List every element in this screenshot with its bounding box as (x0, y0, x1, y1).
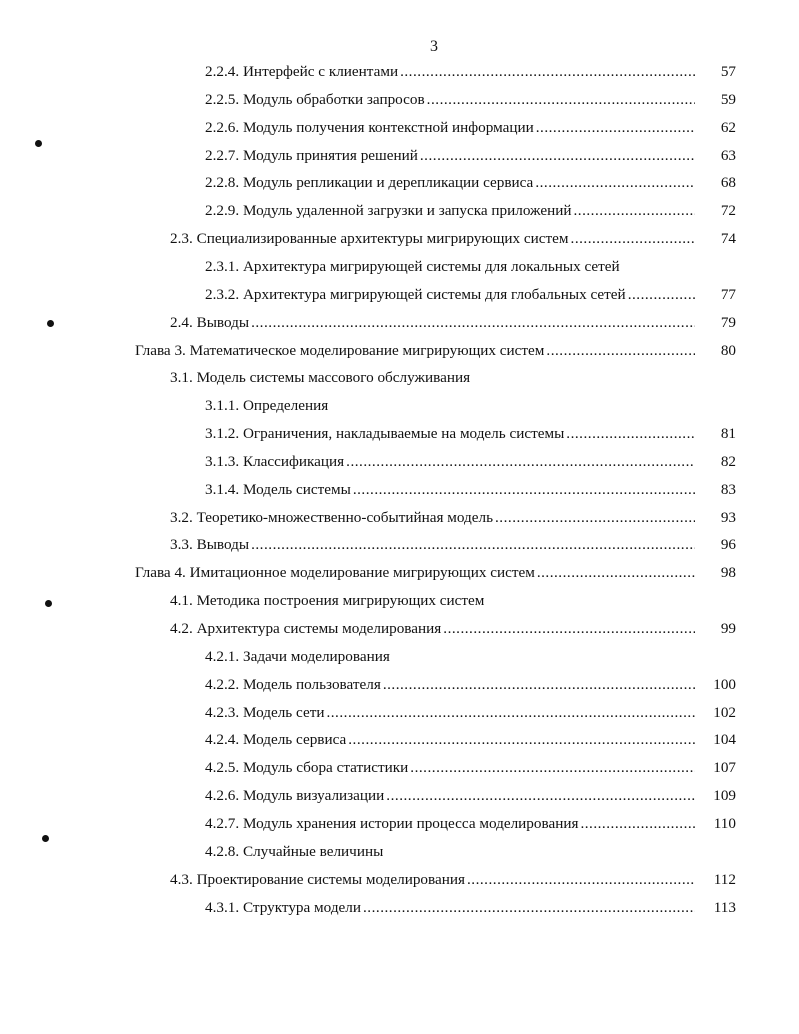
dot-leader (537, 564, 695, 582)
scan-hole-mark (35, 140, 42, 147)
toc-entry-page: 68 (720, 174, 736, 192)
dot-leader (535, 174, 695, 192)
toc-entry (205, 731, 736, 755)
toc-entry-title: 3.1.3. Классификация (205, 452, 345, 470)
toc-entry-title: 2.2.9. Модуль удаленной загрузки и запуска приложений (205, 202, 572, 220)
toc-entry-page: 98 (720, 564, 736, 582)
toc-entry-title: 4.2.1. Задачи моделирования (205, 647, 390, 665)
toc-entry-title: 2.2.7. Модуль принятия решений (205, 146, 418, 164)
dot-leader (363, 899, 695, 917)
dot-leader (353, 481, 695, 499)
toc-entry-page: 110 (713, 814, 736, 832)
toc-entry (205, 452, 736, 477)
toc-entry (170, 592, 730, 616)
dot-leader (628, 286, 695, 304)
toc-entry (205, 480, 736, 505)
dot-leader (467, 871, 695, 889)
toc-entry-title: 4.2.7. Модуль хранения истории процесса моделирования (205, 814, 579, 832)
toc-entry-title: 2.2.5. Модуль обработки запросов (205, 90, 425, 108)
toc-entry-title: 2.4. Выводы (170, 313, 250, 331)
dot-leader (443, 620, 695, 638)
toc-entry (205, 63, 736, 87)
toc-entry-page: 109 (713, 787, 736, 805)
dot-leader (573, 202, 695, 220)
toc-entry-title: 4.3. Проектирование системы моделирования (170, 870, 465, 888)
toc-entry (205, 898, 736, 923)
toc-entry (135, 564, 736, 588)
toc-entry-page: 100 (713, 675, 736, 693)
dot-leader (251, 314, 695, 332)
dot-leader (386, 787, 695, 805)
toc-entry (205, 703, 736, 728)
toc-entry (205, 843, 765, 867)
toc-entry-page: 113 (713, 898, 736, 916)
toc-entry-title: 2.3. Специализированные архитектуры мигрирующих систем (170, 230, 569, 248)
dot-leader (410, 759, 695, 777)
toc-entry (205, 146, 736, 171)
toc-entry-page: 62 (720, 118, 736, 136)
toc-entry-page: 79 (720, 313, 736, 331)
toc-entry-page: 80 (720, 341, 736, 359)
dot-leader (495, 509, 695, 527)
toc-entry-page: 104 (713, 731, 736, 749)
toc-entry-page: 93 (720, 508, 736, 526)
toc-entry-page: 112 (713, 870, 736, 888)
toc-entry (205, 648, 765, 672)
dot-leader (420, 147, 695, 165)
toc-entry (205, 285, 736, 310)
toc-entry-title: 3.3. Выводы (170, 536, 250, 554)
toc-entry (170, 508, 736, 533)
toc-entry-page: 72 (720, 202, 736, 220)
toc-entry-title: 4.2.3. Модель сети (205, 703, 325, 721)
toc-entry (205, 425, 736, 449)
toc-entry (205, 814, 736, 839)
toc-entry-page: 96 (720, 536, 736, 554)
toc-entry-page: 59 (720, 90, 736, 108)
toc-entry-title: 4.1. Методика построения мигрирующих систем (170, 592, 485, 610)
toc-entry (205, 90, 736, 115)
dot-leader (546, 342, 695, 360)
toc-entry-page: 102 (713, 703, 736, 721)
toc-entry (205, 174, 736, 198)
toc-entry-title: 3.1.2. Ограничения, накладываемые на модель системы (205, 425, 565, 443)
toc-entry-title: 3.1.4. Модель системы (205, 480, 351, 498)
toc-entry (170, 536, 736, 560)
toc-entry (135, 341, 736, 366)
toc-entry-title: 4.2.4. Модель сервиса (205, 731, 347, 749)
scan-hole-mark (45, 600, 52, 607)
toc-entry (205, 202, 736, 226)
toc-entry-title: 2.3.1. Архитектура мигрирующей системы для локальных сетей (205, 257, 620, 275)
toc-entry-title: 2.3.2. Архитектура мигрирующей системы для глобальных сетей (205, 285, 626, 303)
toc-entry (205, 118, 736, 143)
toc-entry-title: Глава 4. Имитационное моделирование мигрирующих систем (135, 564, 535, 582)
dot-leader (571, 230, 695, 248)
toc-entry-title: Глава 3. Математическое моделирование мигрирующих систем (135, 341, 545, 359)
toc-entry-title: 3.2. Теоретико-множественно-событийная модель (170, 508, 493, 526)
dot-leader (427, 91, 695, 109)
toc-entry (205, 397, 765, 421)
toc-entry-title: 4.3.1. Структура модели (205, 898, 361, 916)
toc-entry (170, 620, 736, 644)
toc-entry-page: 74 (720, 230, 736, 248)
toc-entry-page: 83 (720, 480, 736, 498)
dot-leader (566, 425, 695, 443)
toc-entry-title: 3.1.1. Определения (205, 397, 329, 415)
toc-entry-title: 4.2. Архитектура системы моделирования (170, 620, 442, 637)
dot-leader (580, 815, 695, 833)
scan-hole-mark (47, 320, 54, 327)
toc-entry (170, 230, 736, 254)
dot-leader (346, 453, 695, 471)
toc-entry-page: 81 (720, 425, 736, 443)
toc-entry-title: 4.2.5. Модуль сбора статистики (205, 759, 409, 777)
dot-leader (326, 704, 695, 722)
dot-leader (348, 731, 695, 749)
toc-entry-title: 3.1. Модель системы массового обслуживания (170, 369, 471, 387)
dot-leader (251, 536, 695, 554)
toc-entry-title: 4.2.8. Случайные величины (205, 842, 384, 860)
toc-entry (170, 313, 736, 338)
toc-entry-title: 2.2.8. Модуль репликации и дерепликации сервиса (205, 174, 534, 192)
toc-entry-page: 77 (720, 285, 736, 303)
toc-entry (170, 369, 730, 393)
dot-leader (400, 63, 695, 81)
dot-leader (536, 119, 695, 137)
toc-entry (205, 258, 765, 282)
toc-entry (205, 787, 736, 811)
toc-entry-title: 4.2.6. Модуль визуализации (205, 787, 385, 805)
toc-entry (205, 759, 736, 783)
toc-entry-page: 107 (713, 759, 736, 777)
toc-entry-title: 2.2.6. Модуль получения контекстной информации (205, 118, 534, 136)
toc-entry (170, 870, 736, 895)
toc-entry-title: 2.2.4. Интерфейс с клиентами (205, 63, 399, 80)
toc-entry-page: 82 (720, 452, 736, 470)
toc-entry-page: 57 (720, 63, 736, 80)
toc-entry-title: 4.2.2. Модель пользователя (205, 675, 381, 693)
toc-entry-page: 99 (720, 620, 736, 637)
scan-hole-mark (42, 835, 49, 842)
dot-leader (383, 676, 695, 694)
toc-entry (205, 675, 736, 700)
toc-entry-page: 63 (720, 146, 736, 164)
page-number: 3 (430, 38, 438, 55)
